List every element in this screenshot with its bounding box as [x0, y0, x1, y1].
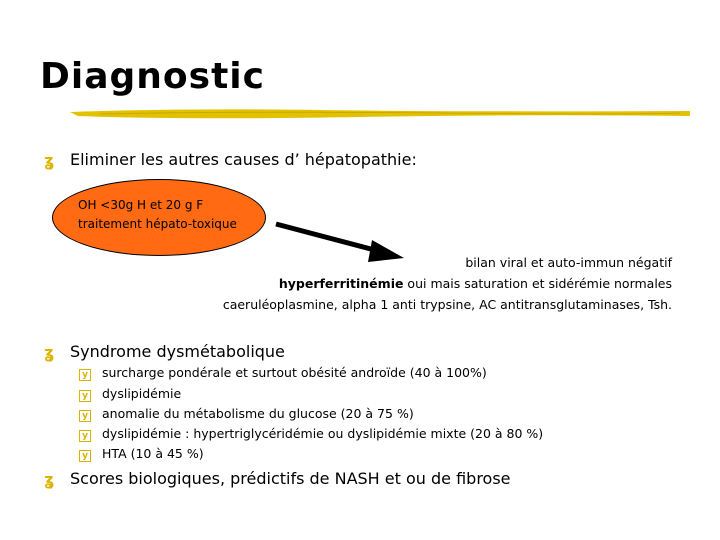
exclusion-line-2-rest: oui mais saturation et sidérémie normales	[403, 276, 672, 291]
section3-heading: Scores biologiques, prédictifs de NASH et ou de fibrose	[70, 469, 511, 488]
exclusion-line-1: bilan viral et auto-immun négatif	[465, 255, 672, 270]
list-item: HTA (10 à 45 %)	[102, 446, 204, 461]
oval-text	[78, 196, 237, 234]
section1-heading: Eliminer les autres causes d’ hépatopathie:	[70, 150, 417, 169]
section-bullet-icon: ʓ	[44, 470, 55, 489]
item-bullet-icon: y	[79, 430, 91, 442]
exclusion-line-2	[223, 273, 672, 294]
list-item: anomalie du métabolisme du glucose (20 à 75 %)	[102, 406, 414, 421]
item-bullet-icon: y	[79, 410, 91, 422]
slide-title: Diagnostic	[40, 56, 265, 97]
item-bullet-icon: y	[79, 450, 91, 462]
oval-line-2: traitement hépato-toxique	[78, 217, 237, 231]
item-bullet-icon: y	[79, 390, 91, 402]
exclusion-line-3: caeruléoplasmine, alpha 1 anti trypsine, AC antitransglutaminases, Tsh.	[222, 297, 672, 312]
exclusion-list	[223, 252, 672, 315]
title-underline	[60, 104, 700, 122]
item-bullet-icon: y	[79, 369, 91, 381]
hyperferritinemie-term: hyperferritinémie	[278, 276, 404, 291]
list-item: dyslipidémie : hypertriglycéridémie ou dyslipidémie mixte (20 à 80 %)	[102, 426, 544, 441]
list-item: surcharge pondérale et surtout obésité androïde (40 à 100%)	[102, 365, 487, 380]
section-bullet-icon: ʓ	[44, 343, 55, 362]
oval-line-1: OH <30g H et 20 g F	[78, 198, 204, 212]
section2-heading: Syndrome dysmétabolique	[70, 342, 285, 361]
section-bullet-icon: ʓ	[44, 151, 55, 170]
list-item: dyslipidémie	[102, 386, 182, 401]
